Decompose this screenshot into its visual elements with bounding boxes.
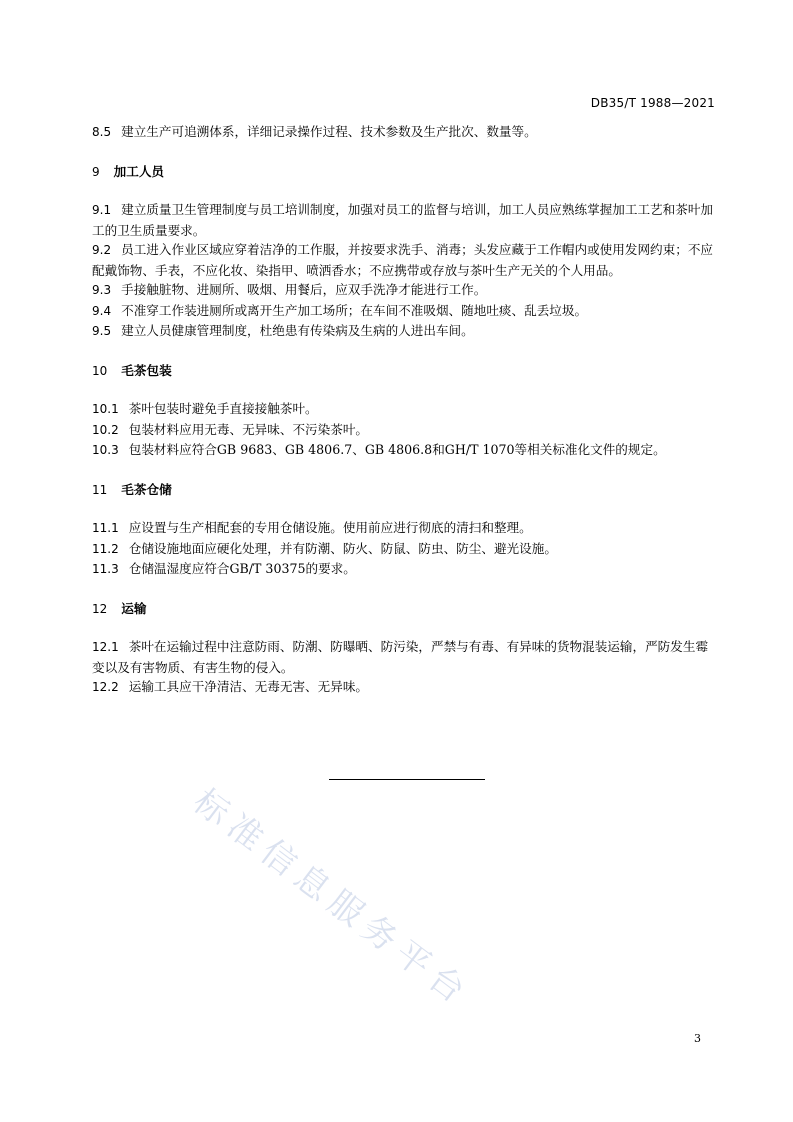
clause-number: 12.1 xyxy=(92,640,119,654)
clause-number: 11.3 xyxy=(92,562,119,576)
clause-11-2 xyxy=(92,539,720,560)
section-title: 运输 xyxy=(121,600,147,616)
clause-number: 9.5 xyxy=(92,324,112,338)
section-title: 毛茶仓储 xyxy=(121,481,172,497)
end-of-document-rule xyxy=(329,779,485,780)
clause-text: 员工进入作业区域应穿着洁净的工作服，并按要求洗手、消毒；头发应藏于工作帽内或使用发网约束；不应配戴饰物、手表，不应化妆、染指甲、喷洒香水；不应携带或存放与茶叶生产无关的个人用品。 xyxy=(92,242,713,278)
clause-10-1 xyxy=(92,399,720,420)
clause-number: 11.2 xyxy=(92,541,119,556)
section-number: 12 xyxy=(92,601,108,616)
clause-11-1 xyxy=(92,518,720,539)
section-heading-12 xyxy=(92,599,720,620)
clause-9-1 xyxy=(92,200,720,240)
clause-text: 建立生产可追溯体系，详细记录操作过程、技术参数及生产批次、数量等。 xyxy=(121,124,537,139)
clause-text: 仓储设施地面应硬化处理，并有防潮、防火、防鼠、防虫、防尘、避光设施。 xyxy=(128,540,557,556)
section-heading-11 xyxy=(92,480,720,501)
section-heading-9 xyxy=(92,162,720,183)
clause-9-2 xyxy=(92,240,720,280)
clause-text: 包装材料应用无毒、无异味、不污染茶叶。 xyxy=(128,421,368,437)
section-number: 9 xyxy=(92,164,100,179)
clause-number: 9.4 xyxy=(92,303,112,318)
clause-text: 包装材料应符合GB 9683、GB 4806.7、GB 4806.8和GH/T 1070等相关标准化文件的规定。 xyxy=(128,442,666,457)
clause-text: 茶叶在运输过程中注意防雨、防潮、防曝晒、防污染，严禁与有毒、有异味的货物混装运输，严防发生霉变以及有害物质、有害生物的侵入。 xyxy=(92,639,709,675)
clause-number: 9.1 xyxy=(92,203,112,217)
clause-10-2 xyxy=(92,420,720,441)
clause-11-3 xyxy=(92,559,720,580)
clause-number: 8.5 xyxy=(92,125,112,139)
clause-text: 茶叶包装时避免手直接接触茶叶。 xyxy=(128,401,318,416)
clause-10-3 xyxy=(92,440,720,461)
clause-9-5 xyxy=(92,321,720,342)
section-heading-10 xyxy=(92,361,720,382)
page-number: 3 xyxy=(694,1032,701,1045)
section-title: 加工人员 xyxy=(113,163,165,179)
clause-number: 12.2 xyxy=(92,680,119,694)
clause-number: 9.3 xyxy=(92,283,112,297)
clause-text: 建立质量卫生管理制度与员工培训制度，加强对员工的监督与培训，加工人员应熟练掌握加工工艺和茶叶加工的卫生质量要求。 xyxy=(92,202,713,238)
section-title: 毛茶包装 xyxy=(121,362,172,378)
clause-text: 应设置与生产相配套的专用仓储设施。使用前应进行彻底的清扫和整理。 xyxy=(128,520,532,535)
clause-number: 10.3 xyxy=(92,443,119,457)
clause-number: 10.1 xyxy=(92,402,119,416)
clause-9-4 xyxy=(92,301,720,322)
clause-text: 手接触脏物、进厕所、吸烟、用餐后，应双手洗净才能进行工作。 xyxy=(121,282,487,297)
document-body xyxy=(92,122,720,698)
clause-text: 建立人员健康管理制度，杜绝患有传染病及生病的人进出车间。 xyxy=(121,323,474,338)
watermark: 标准信息服务平台 xyxy=(185,781,479,1016)
clause-number: 10.2 xyxy=(92,422,119,437)
clause-text: 仓储温湿度应符合GB/T 30375的要求。 xyxy=(128,561,356,576)
section-number: 10 xyxy=(92,363,108,378)
clause-12-2 xyxy=(92,677,720,698)
clause-9-3 xyxy=(92,280,720,301)
clause-number: 11.1 xyxy=(92,521,119,535)
clause-12-1 xyxy=(92,637,720,677)
clause-text: 不准穿工作装进厕所或离开生产加工场所；在车间不准吸烟、随地吐痰、乱丢垃圾。 xyxy=(121,302,588,318)
clause-8-5 xyxy=(92,122,720,143)
clause-text: 运输工具应干净清洁、无毒无害、无异味。 xyxy=(128,679,368,694)
section-number: 11 xyxy=(92,482,108,497)
clause-number: 9.2 xyxy=(92,243,112,257)
document-code: DB35/T 1988—2021 xyxy=(590,96,715,110)
